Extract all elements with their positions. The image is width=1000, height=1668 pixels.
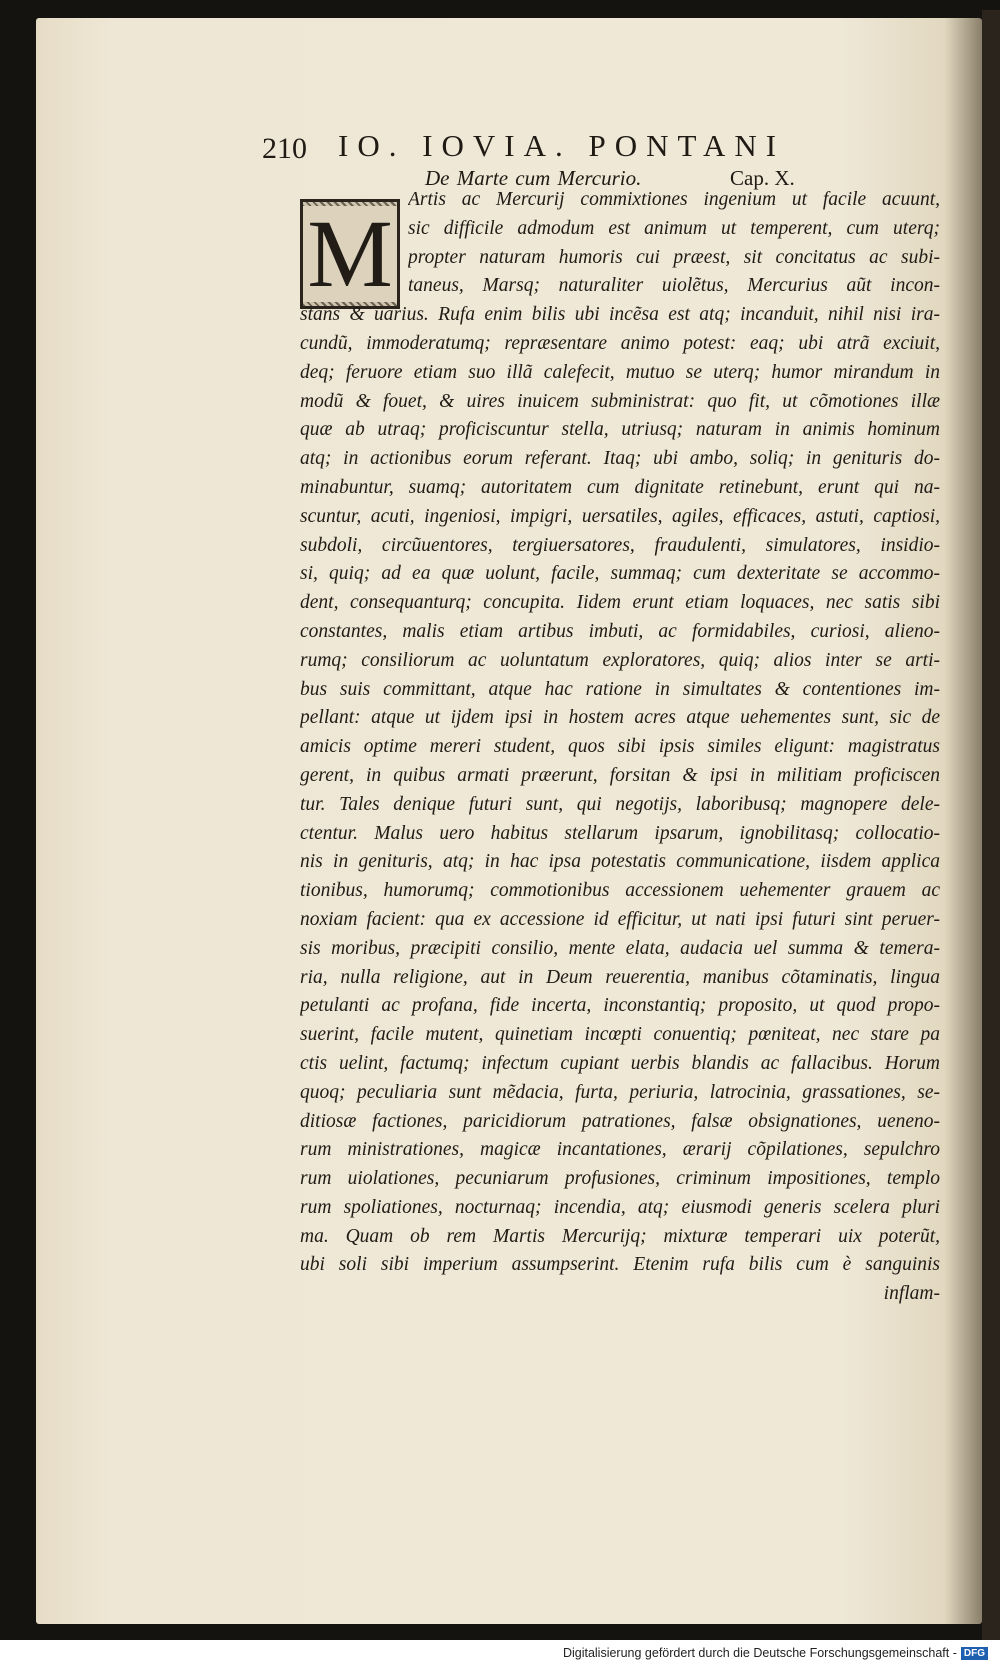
- text-line: rum uiolationes, pecuniarum profusiones, criminum impositiones, templo: [300, 1168, 940, 1190]
- text-line: atq; in actionibus eorum referant. Itaq; ubi ambo, soliq; in genituris do-: [300, 448, 940, 470]
- text-line: amicis optime mereri student, quos sibi ipsis similes eligunt: magistratus: [300, 736, 940, 758]
- drop-cap-letter: M: [303, 206, 396, 302]
- body-text: [300, 186, 940, 1309]
- text-line: ubi soli sibi imperium assumpserint. Etenim rufa bilis cum è sanguinis: [300, 1254, 940, 1276]
- footer-credit-text: Digitalisierung gefördert durch die Deutsche Forschungsgemeinschaft -: [562, 1646, 957, 1660]
- text-line: Artis ac Mercurij commixtiones ingenium ut facile acuunt,: [408, 189, 940, 210]
- page-number: 210: [262, 132, 307, 165]
- text-line: noxiam facient: qua ex accessione id efficitur, ut nati ipsi futuri sint peruer-: [300, 908, 940, 930]
- footer-credit: [563, 1646, 988, 1660]
- text-line: propter naturam humoris cui præest, sit concitatus ac subi-: [408, 246, 940, 268]
- text-line: cundũ, immoderatumq; repræsentare animo potest: eaq; ubi atrã exciuit,: [300, 332, 940, 354]
- chapter-number: Cap. X.: [730, 166, 795, 190]
- text-line: taneus, Marsq; naturaliter uiolẽtus, Mercurius aũt incon-: [408, 275, 940, 297]
- text-line: suerint, facile mutent, quinetiam incœpti conuentiq; pœniteat, nec stare pa: [300, 1024, 940, 1046]
- text-line: rum spoliationes, nocturnaq; incendia, atq; eiusmodi generis scelera pluri: [300, 1196, 940, 1218]
- text-line: rum ministrationes, magicæ incantationes, ærarij cõpilationes, sepulchro: [300, 1139, 940, 1161]
- chapter-title: De Marte cum Mercurio.: [425, 166, 642, 190]
- text-line: quoq; peculiaria sunt mẽdacia, furta, periuria, latrocinia, grassationes, se-: [300, 1081, 940, 1103]
- text-line: dent, consequanturq; concupita. Iidem erunt etiam loquaces, nec satis sibi: [300, 592, 940, 614]
- text-line: rumq; consiliorum ac uoluntatum exploratores, quiq; alios inter se arti-: [300, 649, 940, 671]
- text-line: bus suis committant, atque hac ratione in simultates & contentiones im-: [300, 678, 940, 700]
- text-line: ctis uelint, factumq; infectum cupiant uerbis blandis ac fallacibus. Horum: [300, 1052, 940, 1074]
- text-line: tur. Tales denique futuri sunt, qui negotijs, laboribusq; magnopere dele-: [300, 793, 940, 815]
- dfg-logo[interactable]: DFG: [961, 1647, 988, 1660]
- running-head: IO. IOVIA. PONTANI: [338, 128, 786, 163]
- text-line: ditiosæ factiones, paricidiorum patrationes, falsæ obsignationes, ueneno-: [300, 1110, 940, 1132]
- text-line: stans & uarius. Rufa enim bilis ubi incẽsa est atq; incanduit, nihil nisi ira-: [300, 304, 940, 326]
- text-line: ma. Quam ob rem Martis Mercurijq; mixturæ temperari uix poterũt,: [300, 1225, 940, 1247]
- text-line: subdoli, circũuentores, tergiuersatores, fraudulenti, simulatores, insidio-: [300, 534, 940, 556]
- text-line: minabuntur, suamq; autoritatem cum dignitate retinebunt, erunt qui na-: [300, 476, 940, 498]
- text-line: deq; feruore etiam suo illã calefecit, mutuo se uterq; humor mirandum in: [300, 361, 940, 383]
- text-line: petulanti ac profana, fide incerta, inconstantiq; proposito, ut quod propo-: [300, 995, 940, 1017]
- text-line: constantes, malis etiam artibus imbuti, ac formidabiles, curiosi, alieno-: [300, 620, 940, 642]
- text-line: sis moribus, præcipiti consilio, mente elata, audacia uel summa & temera-: [300, 937, 940, 959]
- text-line: tionibus, humorumq; commotionibus accessionem uehementer grauem ac: [300, 880, 940, 902]
- book-edge: [982, 10, 1000, 1640]
- catchword: inflam-: [883, 1283, 940, 1305]
- text-line: gerent, in quibus armati præerunt, forsitan & ipsi in militiam proficiscen: [300, 764, 940, 786]
- text-line: ria, nulla religione, aut in Deum reuerentia, manibus cõtaminatis, lingua: [300, 966, 940, 988]
- text-line: sic difficile admodum est animum ut temperent, cum uterq;: [408, 217, 940, 239]
- text-line: ctentur. Malus uero habitus stellarum ipsarum, ignobilitasq; collocatio-: [300, 822, 940, 844]
- text-line: si, quiq; ad ea quæ uolunt, facile, summaq; cum dexteritate se accommo-: [300, 563, 940, 585]
- text-line: modũ & fouet, & uires inuicem subministrat: quo fit, ut cõmotiones illæ: [300, 390, 940, 412]
- text-line: nis in genituris, atq; in hac ipsa potestatis communicatione, iisdem applica: [300, 851, 940, 873]
- text-line: quæ ab utraq; proficiscuntur stella, utriusq; naturam in animis hominum: [300, 419, 940, 441]
- text-line: pellant: atque ut ijdem ipsi in hostem acres atque uehementes sunt, sic de: [300, 707, 940, 729]
- text-line: scuntur, acuti, ingeniosi, impigri, uersatiles, agiles, efficaces, astuti, captiosi,: [300, 505, 940, 527]
